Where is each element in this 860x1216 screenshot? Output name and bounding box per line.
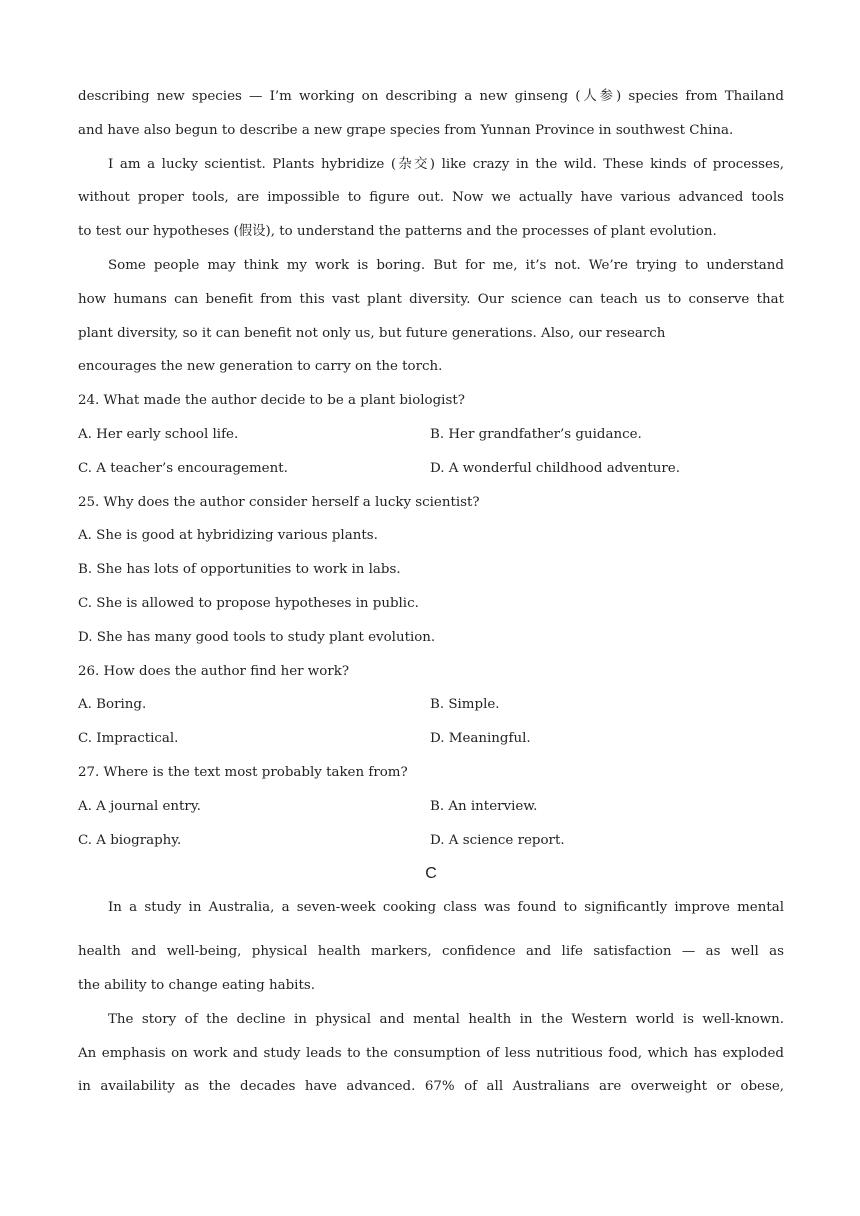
question-27 xyxy=(78,756,784,857)
option-c: C. A teacher’s encouragement. xyxy=(78,460,288,476)
text-line: the ability to change eating habits. xyxy=(78,977,315,993)
option-a: A. She is good at hybridizing various plants. xyxy=(78,528,378,544)
question-stem: 25. Why does the author consider herself a lucky scientist? xyxy=(78,494,480,510)
option-row xyxy=(78,452,784,486)
passage-b-paragraph-1 xyxy=(78,80,784,148)
text-line: An emphasis on work and study leads to the consumption of less nutritious food, which has exploded xyxy=(78,1045,784,1061)
option-b: B. Simple. xyxy=(430,697,500,713)
option-row xyxy=(78,824,784,858)
question-stem: 26. How does the author find her work? xyxy=(78,663,350,679)
question-26 xyxy=(78,655,784,756)
question-stem: 27. Where is the text most probably taken from? xyxy=(78,764,408,780)
passage-c-paragraph-1 xyxy=(78,891,784,1003)
passage-c-paragraph-2 xyxy=(78,1003,784,1104)
option-d: D. A wonderful childhood adventure. xyxy=(430,460,680,476)
option-row xyxy=(78,688,784,722)
question-25 xyxy=(78,486,784,655)
option-c: C. Impractical. xyxy=(78,731,179,747)
option-a: A. A journal entry. xyxy=(78,798,201,814)
option-d: D. Meaningful. xyxy=(430,731,531,747)
option-row xyxy=(78,790,784,824)
text-line: in availability as the decades have advanced. 67% of all Australians are overweight or obese, xyxy=(78,1079,784,1095)
text-line: and have also begun to describe a new grape species from Yunnan Province in southwest China. xyxy=(78,122,734,138)
option-row xyxy=(78,722,784,756)
option-c: C. A biography. xyxy=(78,832,182,848)
text-line: The story of the decline in physical and mental health in the Western world is well-known. xyxy=(108,1011,784,1027)
option-d: D. A science report. xyxy=(430,832,565,848)
passage-b-paragraph-2 xyxy=(78,148,784,249)
text-line: encourages the new generation to carry on the torch. xyxy=(78,359,443,375)
document-page xyxy=(78,80,784,1104)
text-line: without proper tools, are impossible to figure out. Now we actually have various advanced tools xyxy=(78,190,784,206)
text-line: Some people may think my work is boring. But for me, it’s not. We’re trying to understand xyxy=(108,257,784,273)
question-stem: 24. What made the author decide to be a plant biologist? xyxy=(78,393,465,409)
text-line: plant diversity, so it can benefit not only us, but future generations. Also, our research xyxy=(78,325,666,341)
text-line: In a study in Australia, a seven-week cooking class was found to significantly improve mental xyxy=(108,900,784,916)
option-b: B. She has lots of opportunities to work in labs. xyxy=(78,562,401,578)
text-line: how humans can benefit from this vast plant diversity. Our science can teach us to conserve that xyxy=(78,291,784,307)
text-line: describing new species — I’m working on describing a new ginseng (人参) species from Thailand xyxy=(78,89,784,104)
text-line: I am a lucky scientist. Plants hybridize (杂交) like crazy in the wild. These kinds of processes, xyxy=(108,156,784,172)
question-24 xyxy=(78,384,784,485)
option-d: D. She has many good tools to study plant evolution. xyxy=(78,629,436,645)
option-a: A. Boring. xyxy=(78,697,147,713)
text-line: health and well-being, physical health markers, confidence and life satisfaction — as well as xyxy=(78,944,784,960)
option-c: C. She is allowed to propose hypotheses in public. xyxy=(78,595,419,611)
passage-b-paragraph-3 xyxy=(78,249,784,384)
option-a: A. Her early school life. xyxy=(78,426,239,442)
option-row xyxy=(78,418,784,452)
text-line: to test our hypotheses (假设), to understand the patterns and the processes of plant evolution. xyxy=(78,224,717,240)
section-heading: C xyxy=(425,865,437,883)
option-b: B. An interview. xyxy=(430,798,538,814)
option-b: B. Her grandfather’s guidance. xyxy=(430,426,642,442)
